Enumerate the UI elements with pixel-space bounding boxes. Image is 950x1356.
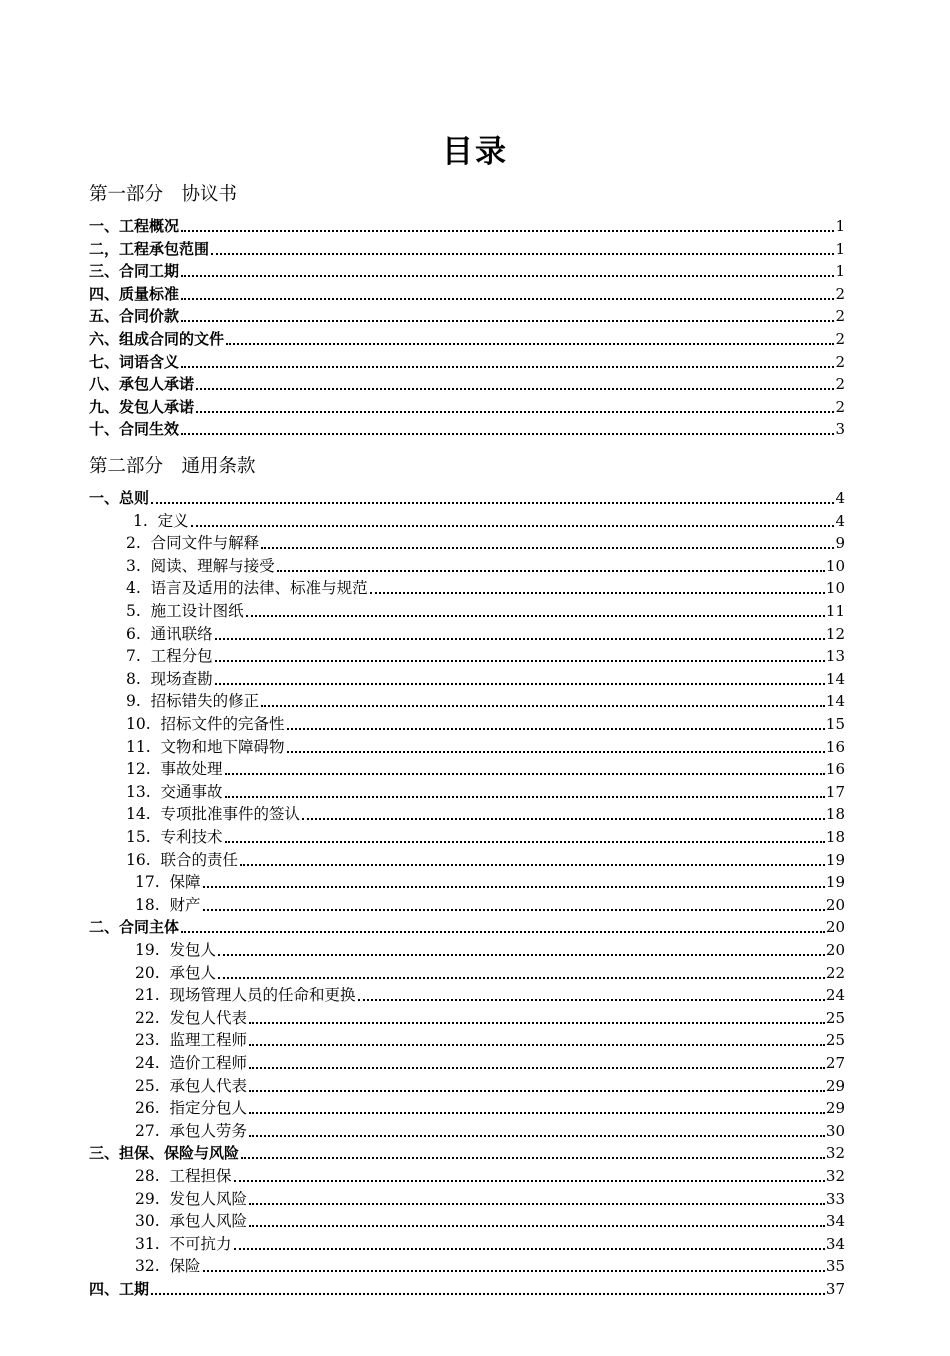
toc-entry-page-number: 37: [825, 1280, 845, 1298]
toc-leader-dots: [261, 705, 825, 707]
toc-entry[interactable]: [0, 1075, 950, 1098]
toc-entry-label: 12. 事故处理: [126, 760, 223, 779]
toc-entry[interactable]: [0, 1210, 950, 1233]
toc-leader-dots: [246, 615, 825, 617]
toc-entry-page-number: 14: [825, 692, 845, 711]
toc-entry-page-number: 20: [825, 918, 845, 937]
toc-entry-label: 一、工程概况: [89, 217, 180, 235]
toc-entry[interactable]: [0, 962, 950, 985]
toc-leader-dots: [181, 230, 834, 232]
toc-leader-dots: [225, 796, 825, 798]
toc-entry-label: 29. 发包人风险: [135, 1189, 248, 1208]
toc-entry-label: 7. 工程分包: [126, 647, 213, 666]
part2-heading: 第二部分 通用条款: [89, 456, 256, 477]
toc-entry-label: 28. 工程担保: [135, 1167, 232, 1185]
toc-entry[interactable]: [0, 894, 950, 917]
toc-leader-dots: [225, 773, 825, 775]
toc-entry[interactable]: [0, 1142, 950, 1165]
toc-leader-dots: [203, 1270, 825, 1272]
toc-entry-page-number: 16: [825, 737, 845, 756]
toc-entry-label: 22. 发包人代表: [135, 1008, 248, 1027]
toc-entry-label: 四、质量标准: [89, 284, 180, 303]
toc-entry[interactable]: [0, 916, 950, 939]
toc-entry-page-number: 20: [825, 941, 845, 959]
toc-leader-dots: [181, 320, 834, 322]
toc-entry[interactable]: [0, 418, 950, 441]
toc-leader-dots: [215, 660, 825, 662]
toc-entry-label: 六、组成合同的文件: [89, 330, 225, 348]
toc-leader-dots: [225, 841, 825, 843]
toc-leader-dots: [234, 1248, 825, 1250]
toc-leader-dots: [151, 502, 834, 504]
toc-entry-label: 10. 招标文件的完备性: [126, 715, 285, 733]
toc-entry-page-number: 2: [835, 307, 845, 326]
toc-entry-page-number: 12: [825, 624, 845, 643]
toc-entry-label: 3. 阅读、理解与接受: [126, 556, 275, 575]
toc-entry-page-number: 1: [835, 262, 845, 281]
toc-entry-label: 6. 通讯联络: [126, 624, 213, 643]
toc-leader-dots: [240, 864, 825, 866]
toc-entry-label: 九、发包人承诺: [89, 397, 195, 416]
toc-entry[interactable]: [0, 600, 950, 623]
toc-entry[interactable]: [0, 803, 950, 826]
toc-entry-label: 15. 专利技术: [126, 828, 223, 846]
toc-entry-label: 30. 承包人风险: [135, 1212, 248, 1231]
toc-entry[interactable]: [0, 1007, 950, 1030]
toc-entry[interactable]: [0, 328, 950, 351]
toc-leader-dots: [203, 909, 825, 911]
toc-leader-dots: [249, 1022, 825, 1024]
toc-entry[interactable]: [0, 1188, 950, 1211]
toc-entry-label: 27. 承包人劳务: [135, 1121, 248, 1140]
toc-entry-label: 十、合同生效: [89, 420, 180, 439]
toc-entry[interactable]: [0, 1029, 950, 1052]
toc-leader-dots: [181, 275, 834, 277]
toc-entry-page-number: 14: [825, 669, 845, 688]
toc-entry[interactable]: [0, 1255, 950, 1278]
toc-entry-label: 11. 文物和地下障碍物: [126, 737, 285, 756]
toc-entry-page-number: 34: [825, 1234, 845, 1253]
toc-entry-page-number: 17: [825, 782, 845, 801]
toc-entry[interactable]: [0, 736, 950, 759]
toc-entry[interactable]: [0, 690, 950, 713]
toc-entry-page-number: 32: [825, 1144, 845, 1163]
toc-entry-label: 20. 承包人: [135, 963, 217, 982]
toc-leader-dots: [211, 253, 834, 255]
toc-leader-dots: [261, 547, 834, 549]
toc-entry-label: 31. 不可抗力: [135, 1234, 232, 1253]
toc-entry[interactable]: [0, 623, 950, 646]
toc-entry[interactable]: [0, 510, 950, 533]
toc-leader-dots: [249, 1225, 825, 1227]
toc-entry-page-number: 22: [825, 963, 845, 982]
toc-leader-dots: [181, 433, 834, 435]
toc-entry-label: 23. 监理工程师: [135, 1031, 248, 1050]
toc-entry-page-number: 15: [825, 715, 845, 733]
toc-entry-page-number: 19: [825, 850, 845, 869]
toc-entry-label: 24. 造价工程师: [135, 1054, 248, 1072]
toc-entry[interactable]: [0, 1120, 950, 1143]
toc-leader-dots: [203, 886, 825, 888]
toc-entry[interactable]: [0, 758, 950, 781]
toc-entry-page-number: 13: [825, 647, 845, 666]
toc-leader-dots: [277, 570, 825, 572]
toc-entry[interactable]: [0, 1165, 950, 1188]
toc-leader-dots: [249, 1044, 825, 1046]
toc-entry-label: 16. 联合的责任: [126, 850, 239, 869]
toc-entry-page-number: 2: [835, 330, 845, 348]
toc-entry[interactable]: [0, 984, 950, 1007]
part1-heading: 第一部分 协议书: [89, 184, 238, 205]
toc-entry-page-number: 18: [825, 805, 845, 824]
toc-entry-label: 18. 财产: [135, 895, 201, 914]
toc-leader-dots: [181, 931, 825, 933]
toc-entry[interactable]: [0, 305, 950, 328]
toc-entry[interactable]: [0, 532, 950, 555]
toc-leader-dots: [151, 1293, 825, 1295]
toc-entry-page-number: 25: [825, 1031, 845, 1050]
toc-entry-label: 2. 合同文件与解释: [126, 534, 260, 553]
toc-entry[interactable]: [0, 1097, 950, 1120]
toc-entry-page-number: 2: [835, 397, 845, 416]
toc-entry-label: 五、合同价款: [89, 307, 180, 326]
toc-entry-label: 四、工期: [89, 1280, 150, 1298]
toc-leader-dots: [218, 977, 825, 979]
toc-entry-page-number: 2: [835, 375, 845, 394]
toc-entry-page-number: 4: [835, 511, 845, 530]
toc-entry-page-number: 9: [835, 534, 845, 553]
toc-entry-page-number: 10: [825, 579, 845, 598]
toc-entry-page-number: 30: [825, 1121, 845, 1140]
toc-entry-page-number: 2: [835, 284, 845, 303]
toc-leader-dots: [196, 411, 834, 413]
toc-leader-dots: [287, 728, 825, 730]
toc-leader-dots: [302, 818, 825, 820]
toc-entry[interactable]: [0, 260, 950, 283]
toc-entry[interactable]: [0, 849, 950, 872]
toc-entry-label: 17. 保障: [135, 873, 201, 892]
toc-entry[interactable]: [0, 668, 950, 691]
toc-entry-page-number: 27: [825, 1054, 845, 1072]
toc-leader-dots: [226, 343, 834, 345]
toc-entry-page-number: 11: [825, 602, 845, 620]
toc-leader-dots: [191, 525, 835, 527]
toc-entry-page-number: 2: [835, 352, 845, 371]
toc-entry-label: 25. 承包人代表: [135, 1076, 248, 1095]
toc-entry-page-number: 33: [825, 1189, 845, 1208]
toc-entry[interactable]: [0, 826, 950, 849]
toc-leader-dots: [218, 954, 825, 956]
toc-entry[interactable]: [0, 939, 950, 962]
toc-leader-dots: [370, 592, 825, 594]
toc-entry[interactable]: [0, 283, 950, 306]
toc-leader-dots: [215, 638, 825, 640]
toc-entry-page-number: 18: [825, 828, 845, 846]
toc-entry[interactable]: [0, 645, 950, 668]
toc-entry-page-number: 35: [825, 1257, 845, 1276]
toc-leader-dots: [196, 388, 834, 390]
toc-entry-page-number: 25: [825, 1008, 845, 1027]
toc-entry-page-number: 34: [825, 1212, 845, 1231]
toc-entry-label: 1. 定义: [133, 511, 189, 530]
toc-leader-dots: [181, 298, 834, 300]
toc-entry-label: 26. 指定分包人: [135, 1099, 248, 1118]
toc-entry[interactable]: [0, 215, 950, 238]
toc-entry-label: 9. 招标错失的修正: [126, 692, 260, 711]
toc-entry-page-number: 29: [825, 1099, 845, 1118]
toc-entry[interactable]: [0, 577, 950, 600]
toc-entry[interactable]: [0, 1278, 950, 1301]
toc-leader-dots: [249, 1203, 825, 1205]
toc-entry-page-number: 1: [835, 217, 845, 235]
toc-entry-label: 三、合同工期: [89, 262, 180, 281]
toc-entry-page-number: 20: [825, 895, 845, 914]
toc-entry-label: 三、担保、保险与风险: [89, 1144, 240, 1163]
toc-title: 目录: [442, 134, 508, 170]
toc-entry[interactable]: [0, 373, 950, 396]
toc-entry-page-number: 3: [835, 420, 845, 439]
toc-entry-page-number: 10: [825, 556, 845, 575]
toc-entry[interactable]: [0, 713, 950, 736]
toc-entry-label: 二、合同主体: [89, 918, 180, 937]
toc-entry-label: 4. 语言及适用的法律、标准与规范: [126, 579, 368, 598]
toc-entry-label: 8. 现场查勘: [126, 669, 213, 688]
toc-entry-label: 一、总则: [89, 489, 150, 507]
toc-leader-dots: [249, 1112, 825, 1114]
toc-entry-page-number: 32: [825, 1167, 845, 1185]
toc-leader-dots: [287, 751, 825, 753]
toc-entry[interactable]: [0, 781, 950, 804]
toc-entry-label: 32. 保险: [135, 1257, 201, 1276]
toc-leader-dots: [249, 1090, 825, 1092]
toc-entry-label: 5. 施工设计图纸: [126, 602, 244, 620]
toc-entry[interactable]: [0, 555, 950, 578]
toc-entry-page-number: 16: [825, 760, 845, 779]
toc-entry-page-number: 24: [825, 986, 845, 1005]
toc-entry[interactable]: [0, 487, 950, 510]
toc-leader-dots: [249, 1067, 825, 1069]
toc-entry-page-number: 4: [835, 489, 845, 507]
toc-leader-dots: [358, 999, 825, 1001]
toc-entry-label: 19. 发包人: [135, 941, 217, 959]
toc-leader-dots: [234, 1180, 825, 1182]
toc-entry-label: 14. 专项批准事件的签认: [126, 805, 301, 824]
toc-entry-page-number: 19: [825, 873, 845, 892]
toc-leader-dots: [241, 1157, 825, 1159]
toc-entry-label: 13. 交通事故: [126, 782, 223, 801]
toc-entry-page-number: 1: [835, 239, 845, 258]
toc-entry-page-number: 29: [825, 1076, 845, 1095]
toc-entry-label: 七、词语含义: [89, 352, 180, 371]
toc-leader-dots: [215, 683, 825, 685]
toc-entry[interactable]: [0, 1052, 950, 1075]
toc-entry[interactable]: [0, 1233, 950, 1256]
toc-entry-label: 21. 现场管理人员的任命和更换: [135, 986, 356, 1005]
toc-entry[interactable]: [0, 396, 950, 419]
toc-entry[interactable]: [0, 238, 950, 261]
toc-leader-dots: [249, 1135, 825, 1137]
toc-entry[interactable]: [0, 351, 950, 374]
toc-leader-dots: [181, 366, 834, 368]
toc-entry-label: 二，工程承包范围: [89, 239, 210, 258]
toc-entry-label: 八、承包人承诺: [89, 375, 195, 394]
toc-entry[interactable]: [0, 871, 950, 894]
